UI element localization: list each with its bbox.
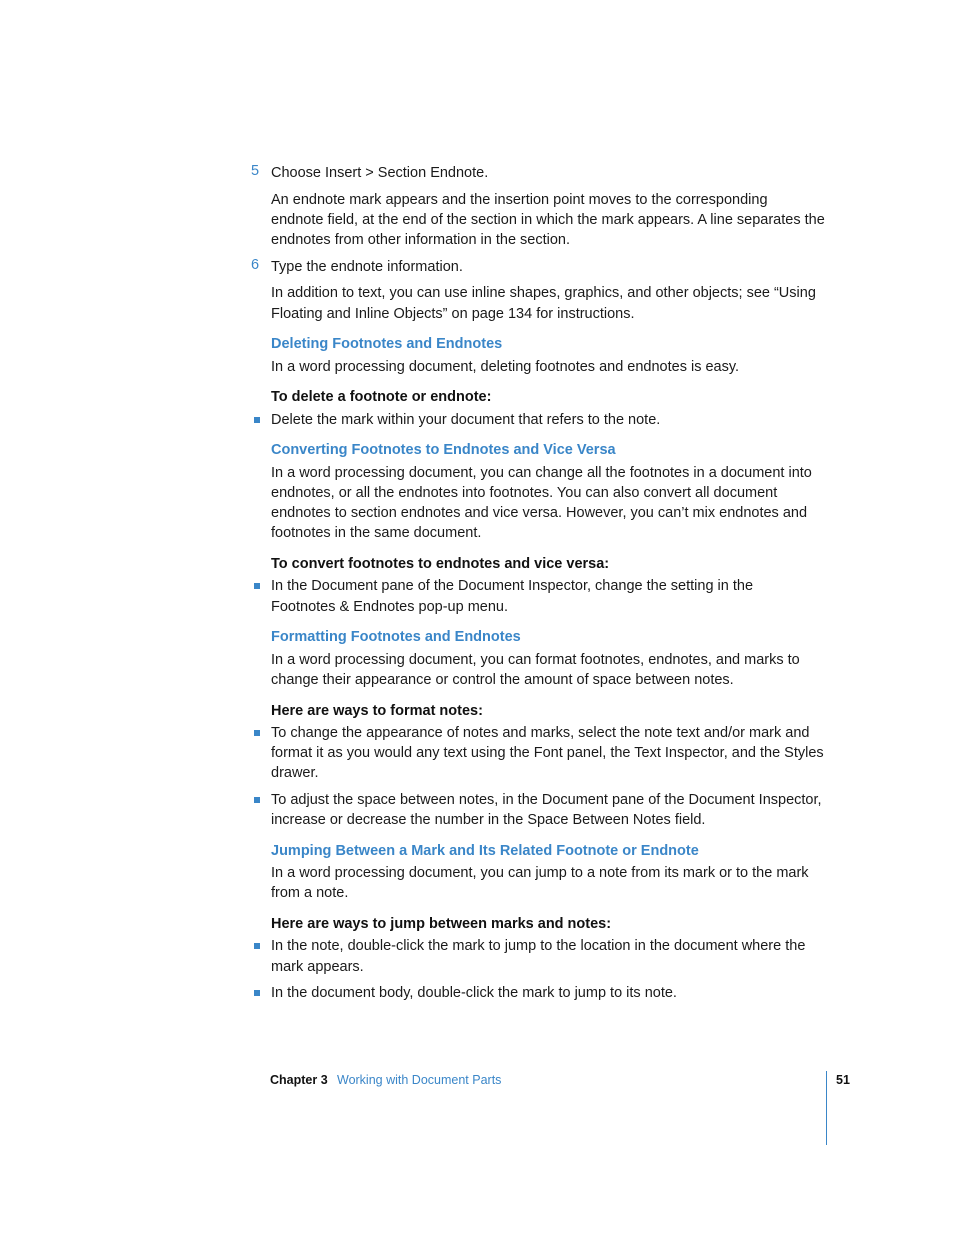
step-number: 5 bbox=[251, 163, 260, 179]
paragraph-line: Floating and Inline Objects” on page 134 for instructions. bbox=[271, 306, 635, 322]
bullet-icon bbox=[254, 943, 260, 949]
bullet-text: mark appears. bbox=[271, 959, 364, 975]
task-heading: Here are ways to jump between marks and notes: bbox=[271, 916, 612, 932]
footer-chapter-title: Working with Document Parts bbox=[337, 1073, 502, 1087]
bullet-text: To adjust the space between notes, in the Document pane of the Document Inspector, bbox=[271, 792, 822, 808]
paragraph-line: In a word processing document, you can change all the footnotes in a document into bbox=[271, 465, 812, 481]
paragraph-line: In a word processing document, you can format footnotes, endnotes, and marks to bbox=[271, 652, 800, 668]
step-number: 6 bbox=[251, 257, 260, 273]
paragraph-line: endnotes, or all the endnotes into footnotes. You can also convert all document bbox=[271, 485, 778, 501]
footer-divider bbox=[826, 1071, 827, 1145]
paragraph-line: endnotes to section endnotes and vice versa. However, you can’t mix endnotes and bbox=[271, 505, 808, 521]
bullet-text: increase or decrease the number in the Space Between Notes field. bbox=[271, 812, 706, 828]
bullet-text: drawer. bbox=[271, 765, 319, 781]
paragraph-line: change their appearance or control the amount of space between notes. bbox=[271, 672, 734, 688]
section-heading: Formatting Footnotes and Endnotes bbox=[271, 629, 521, 645]
step-text: Choose Insert > Section Endnote. bbox=[271, 165, 489, 181]
section-heading: Converting Footnotes to Endnotes and Vice Versa bbox=[271, 442, 616, 458]
bullet-icon bbox=[254, 583, 260, 589]
task-heading: To delete a footnote or endnote: bbox=[271, 389, 492, 405]
bullet-text: In the note, double-click the mark to jump to the location in the document where the bbox=[271, 938, 806, 954]
bullet-icon bbox=[254, 797, 260, 803]
bullet-icon bbox=[254, 417, 260, 423]
bullet-icon bbox=[254, 990, 260, 996]
bullet-icon bbox=[254, 730, 260, 736]
bullet-text: To change the appearance of notes and marks, select the note text and/or mark and bbox=[271, 725, 810, 741]
bullet-text: In the document body, double-click the mark to jump to its note. bbox=[271, 985, 677, 1001]
paragraph-line: In a word processing document, you can jump to a note from its mark or to the mark bbox=[271, 865, 809, 881]
bullet-text: Delete the mark within your document that refers to the note. bbox=[271, 412, 661, 428]
paragraph-line: An endnote mark appears and the insertion point moves to the corresponding bbox=[271, 192, 768, 208]
task-heading: Here are ways to format notes: bbox=[271, 703, 483, 719]
paragraph-line: In a word processing document, deleting footnotes and endnotes is easy. bbox=[271, 359, 740, 375]
paragraph-line: endnote field, at the end of the section in which the mark appears. A line separates the bbox=[271, 212, 825, 228]
bullet-text: format it as you would any text using the Font panel, the Text Inspector, and the Styles bbox=[271, 745, 824, 761]
section-heading: Jumping Between a Mark and Its Related Footnote or Endnote bbox=[271, 843, 699, 859]
paragraph-line: from a note. bbox=[271, 885, 349, 901]
section-heading: Deleting Footnotes and Endnotes bbox=[271, 336, 503, 352]
bullet-text: In the Document pane of the Document Inspector, change the setting in the bbox=[271, 578, 754, 594]
footer-chapter: Chapter 3 bbox=[270, 1073, 328, 1087]
paragraph-line: endnotes from other information in the section. bbox=[271, 232, 571, 248]
paragraph-line: footnotes in the same document. bbox=[271, 525, 482, 541]
bullet-text: Footnotes & Endnotes pop-up menu. bbox=[271, 599, 508, 615]
step-text: Type the endnote information. bbox=[271, 259, 463, 275]
page-number: 51 bbox=[836, 1073, 850, 1087]
paragraph-line: In addition to text, you can use inline shapes, graphics, and other objects; see “Using bbox=[271, 285, 816, 301]
task-heading: To convert footnotes to endnotes and vice versa: bbox=[271, 556, 610, 572]
